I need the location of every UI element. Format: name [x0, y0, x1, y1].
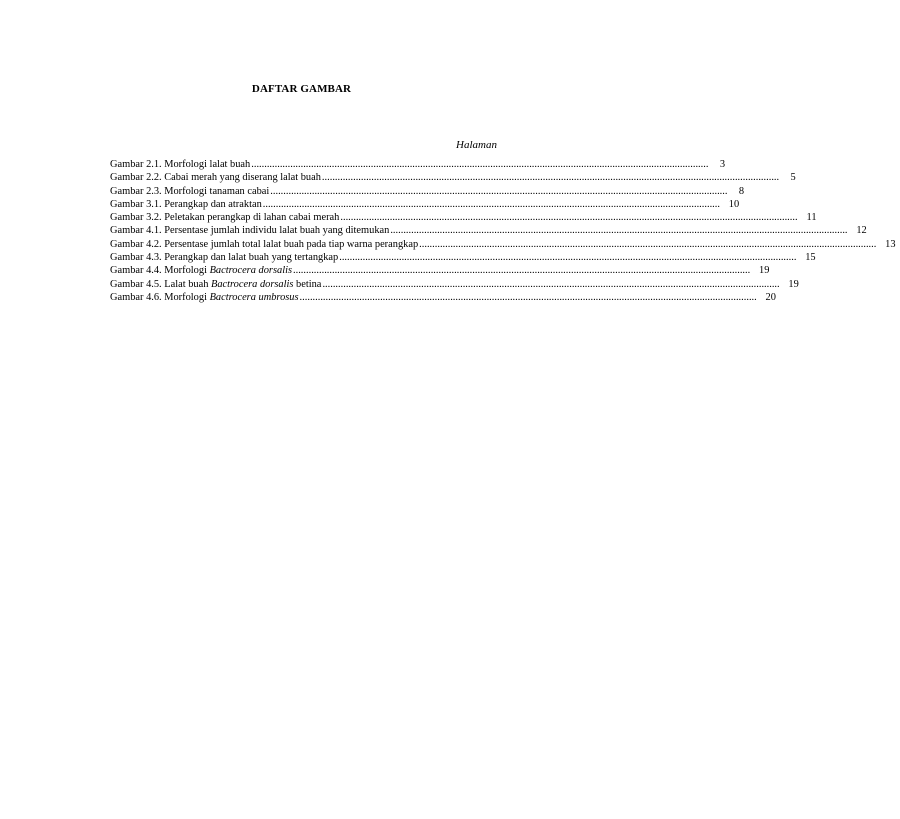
list-item — [110, 278, 799, 291]
entry-page-number: 12 — [856, 225, 867, 237]
entry-page-number: 10 — [728, 198, 740, 210]
dot-leader — [263, 198, 720, 211]
entry-page-number: 20 — [765, 291, 776, 303]
dot-leader — [419, 238, 876, 251]
entry-page-number: 11 — [806, 212, 817, 224]
entry-label: Gambar 2.3. Morfologi tanaman cabai — [110, 185, 270, 197]
dot-leader — [322, 278, 779, 291]
list-item — [110, 198, 740, 211]
entry-label: Gambar 2.2. Cabai merah yang diserang lalat buah — [110, 172, 321, 184]
list-item — [110, 158, 726, 171]
dot-leader — [293, 264, 750, 277]
list-item — [110, 185, 745, 198]
dot-leader — [300, 291, 757, 304]
entry-page-number: 13 — [885, 238, 896, 250]
list-item — [110, 291, 776, 304]
list-item — [110, 211, 817, 224]
entry-label: Gambar 3.2. Peletakan perangkap di lahan cabai merah — [110, 212, 340, 224]
entry-label: Gambar 4.2. Persentase jumlah total lalat buah pada tiap warna perangkap — [110, 238, 419, 250]
entry-page-number: 3 — [719, 159, 726, 170]
dot-leader — [270, 185, 727, 198]
list-item — [110, 264, 770, 277]
list-item — [110, 238, 896, 251]
list-item — [110, 251, 816, 264]
entry-label: Gambar 4.5. Lalat buah Bactrocera dorsalis betina — [110, 278, 322, 290]
entry-page-number: 8 — [738, 185, 745, 197]
figure-list — [110, 158, 896, 304]
dot-leader — [390, 224, 847, 237]
entry-label: Gambar 4.4. Morfologi Bactrocera dorsalis — [110, 265, 293, 277]
dot-leader — [251, 158, 708, 171]
list-item — [110, 171, 796, 184]
dot-leader — [339, 251, 796, 264]
entry-label: Gambar 4.1. Persentase jumlah individu lalat buah yang ditemukan — [110, 225, 390, 237]
entry-page-number: 15 — [805, 252, 816, 264]
entry-page-number: 19 — [759, 265, 770, 277]
dot-leader — [340, 211, 797, 224]
entry-page-number: 19 — [788, 278, 799, 290]
entry-label: Gambar 3.1. Perangkap dan atraktan — [110, 198, 262, 210]
page-column-label: Halaman — [456, 139, 497, 151]
list-item — [110, 224, 867, 237]
page-title: DAFTAR GAMBAR — [251, 83, 352, 95]
entry-label: Gambar 4.3. Perangkap dan lalat buah yang tertangkap — [110, 252, 339, 264]
dot-leader — [322, 171, 779, 184]
entry-page-number: 5 — [790, 172, 796, 184]
entry-label: Gambar 4.6. Morfologi Bactrocera umbrosus — [110, 291, 299, 303]
entry-label: Gambar 2.1. Morfologi lalat buah — [110, 159, 251, 170]
